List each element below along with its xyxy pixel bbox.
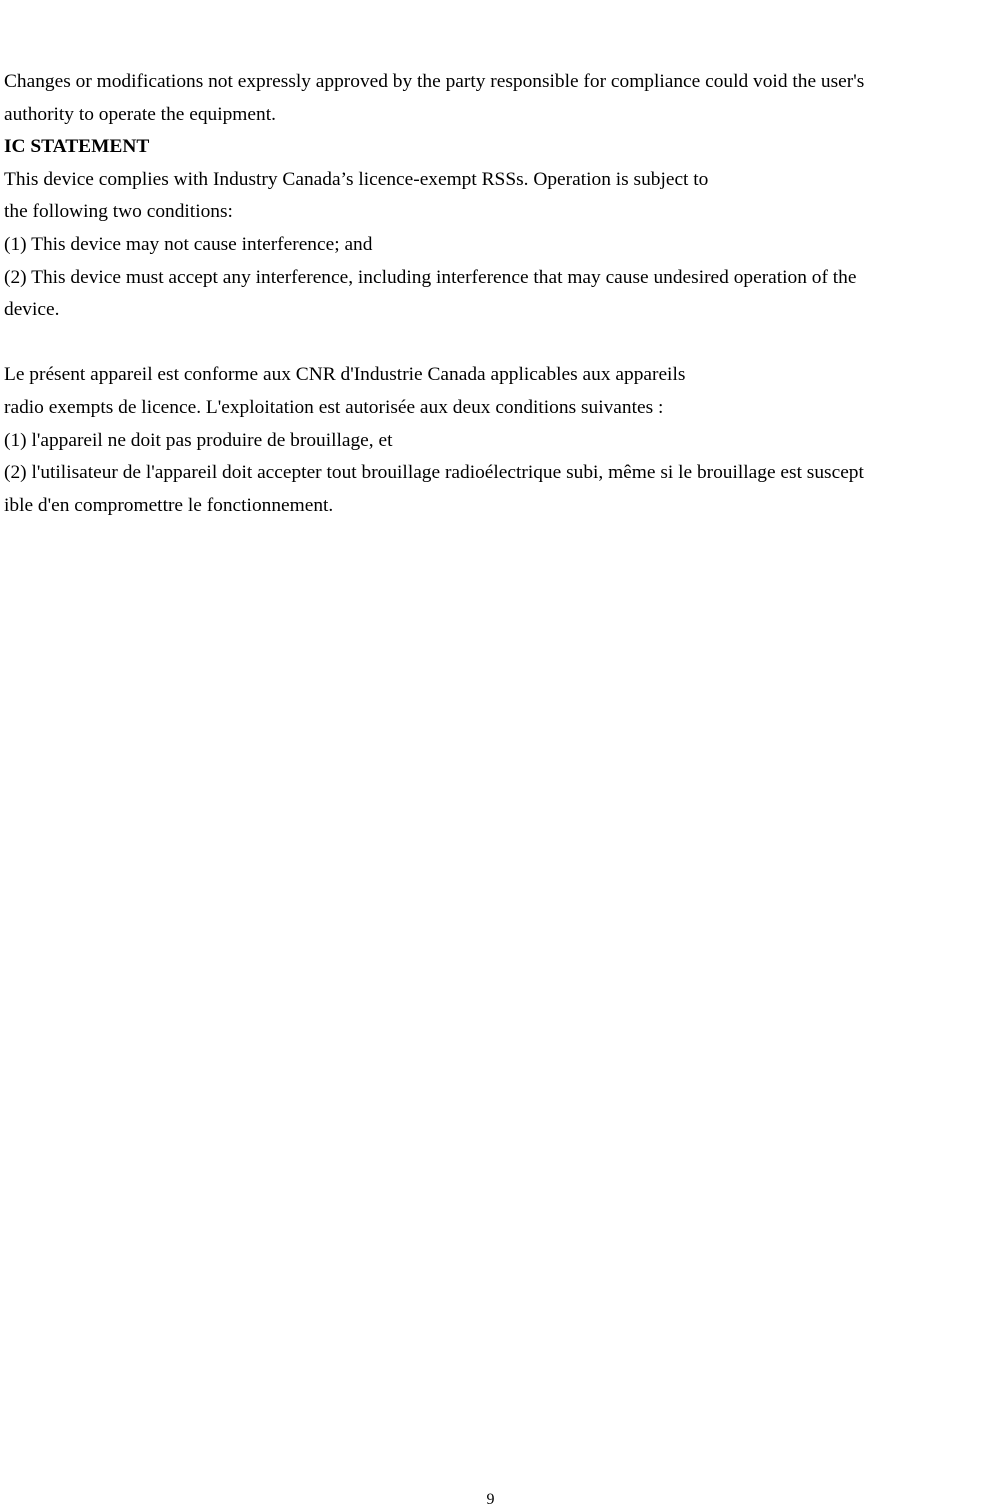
ic-statement-heading: IC STATEMENT [4, 136, 150, 158]
ic-french-condition-1: (1) l'appareil ne doit pas produire de brouillage, et [4, 429, 393, 451]
ic-english-condition-1: (1) This device may not cause interference; and [4, 233, 373, 255]
paragraph-spacer [4, 327, 976, 360]
ic-english-line-1: This device complies with Industry Canada’s licence-exempt RSSs. Operation is subject to [4, 168, 709, 190]
ic-french-condition-2-cont: ible d'en compromettre le fonctionnement. [4, 494, 334, 516]
document-body [4, 66, 976, 522]
ic-english-condition-2: (2) This device must accept any interference, including interference that may cause undesired operation of the [4, 266, 857, 288]
ic-french-condition-2: (2) l'utilisateur de l'appareil doit accepter tout brouillage radioélectrique subi, même si le brouillage est suscept [4, 462, 864, 484]
ic-french-line-1: Le présent appareil est conforme aux CNR d'Industrie Canada applicables aux appareils [4, 364, 686, 386]
ic-english-line-2: the following two conditions: [4, 201, 233, 223]
ic-english-condition-2-cont: device. [4, 299, 60, 321]
caution-line-1: Changes or modifications not expressly approved by the party responsible for compliance could void the user's [4, 71, 865, 92]
caution-line-2: authority to operate the equipment. [4, 103, 276, 125]
page-number: 9 [486, 1491, 495, 1508]
ic-french-line-2: radio exempts de licence. L'exploitation est autorisée aux deux conditions suivantes : [4, 396, 664, 418]
